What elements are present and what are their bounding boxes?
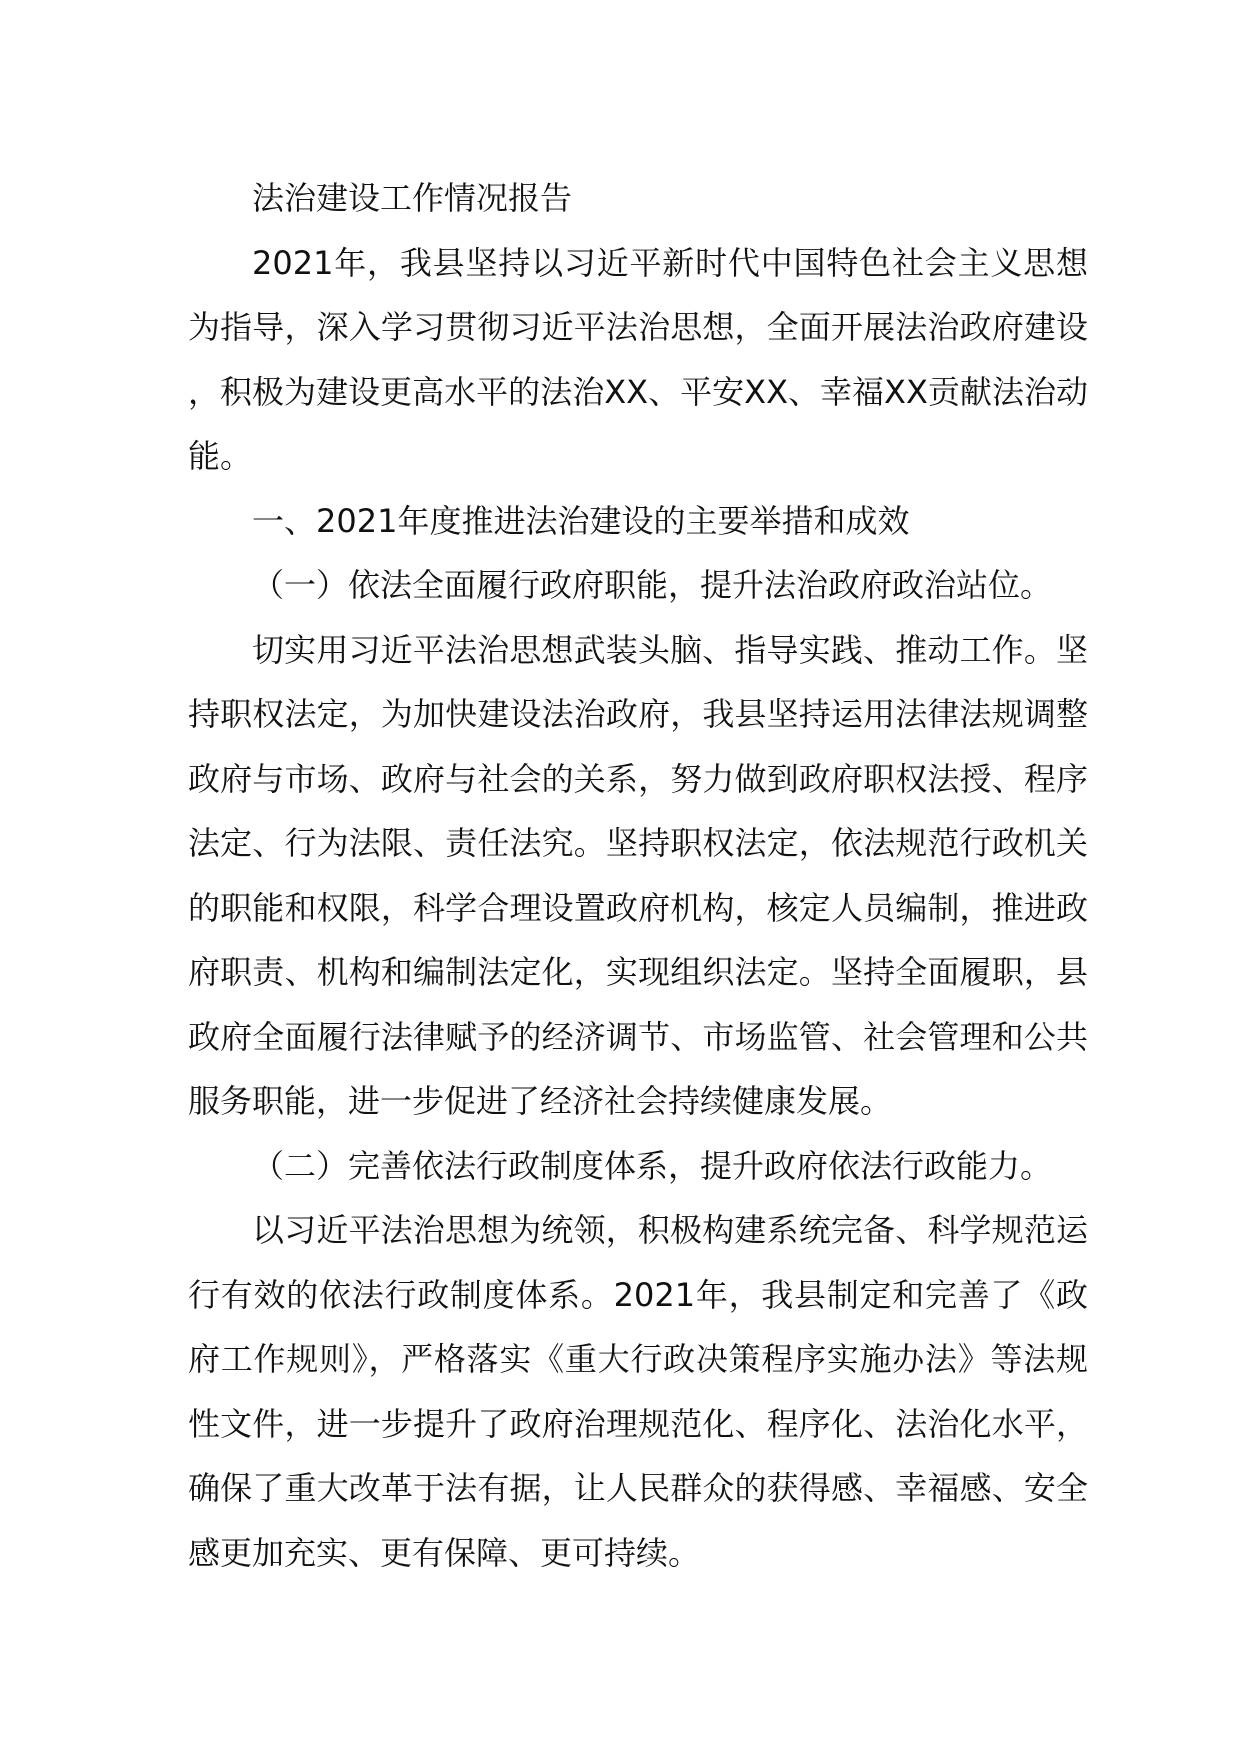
document-title: 法治建设工作情况报告 — [252, 179, 573, 217]
document-body — [188, 166, 1088, 1585]
intro-paragraph: 2021年，我县坚持以习近平新时代中国特色社会主义思想为指导，深入学习贯彻习近平法治思想，全面开展法治政府建设，积极为建设更高水平的法治XX、平安XX、幸福XX贡献法治动能。 — [188, 243, 1088, 475]
subsection-heading-1: （一）依法全面履行政府职能，提升法治政府政治站位。 — [252, 566, 1053, 604]
body-paragraph-2: 以习近平法治思想为统领，积极构建系统完备、科学规范运行有效的依法行政制度体系。2021年，我县制定和完善了《政府工作规则》，严格落实《重大行政决策程序实施办法》等法规性文件，进一步提升了政府治理规范化、程序化、法治化水平，确保了重大改革于法有据，让人民群众的获得感、幸福感、安全感更加充实、更有保障、更可持续。 — [188, 1211, 1088, 1572]
subsection-heading-2: （二）完善依法行政制度体系，提升政府依法行政能力。 — [252, 1146, 1053, 1185]
section-heading-1: 一、2021年度推进法治建设的主要举措和成效 — [252, 501, 910, 540]
body-paragraph-1: 切实用习近平法治思想武装头脑、指导实践、推动工作。坚持职权法定，为加快建设法治政府，我县坚持运用法律法规调整政府与市场、政府与社会的关系，努力做到政府职权法授、程序法定、行为法限、责任法究。坚持职权法定，依法规范行政机关的职能和权限，科学合理设置政府机构，核定人员编制，推进政府职责、机构和编制法定化，实现组织法定。坚持全面履职，县政府全面履行法律赋予的经济调节、市场监管、社会管理和公共服务职能，进一步促进了经济社会持续健康发展。 — [188, 630, 1088, 1120]
